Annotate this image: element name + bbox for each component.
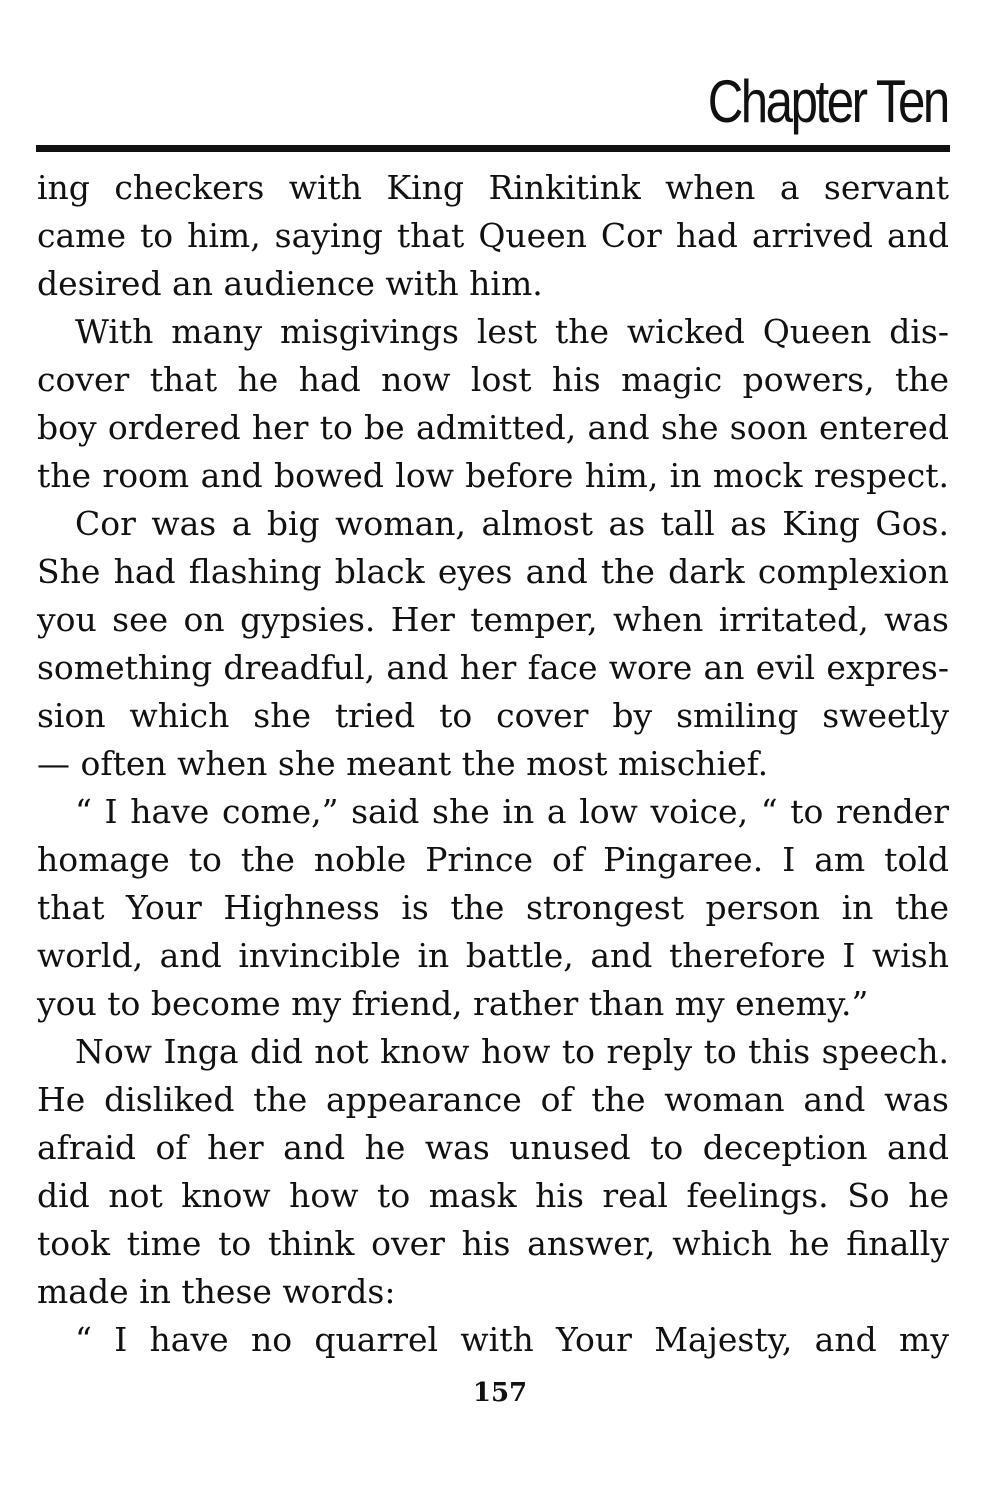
text-line: cover that he had now lost his magic powers, the [37,360,949,399]
header-rule [36,145,950,152]
text-line: desired an audience with him. [37,264,543,303]
text-line: took time to think over his answer, which he finally [37,1224,949,1263]
body-text [37,164,949,1364]
text-line: afraid of her and he was unused to deception and [37,1128,949,1167]
text-line: something dreadful, and her face wore an evil expres- [37,648,949,687]
text-line: made in these words: [37,1272,396,1311]
text-line: ing checkers with King Rinkitink when a servant [37,168,949,207]
text-line: homage to the noble Prince of Pingaree. I am told [37,840,949,879]
text-line: Now Inga did not know how to reply to this speech. [75,1032,949,1071]
text-line: that Your Highness is the strongest person in the [37,888,949,927]
page-number: 157 [472,1378,528,1408]
text-line: He disliked the appearance of the woman and was [37,1080,949,1119]
text-line: She had flashing black eyes and the dark complexion [37,552,949,591]
text-line: — often when she meant the most mischief. [37,744,769,783]
text-line: did not know how to mask his real feelings. So he [37,1176,949,1215]
text-line: the room and bowed low before him, in mock respect. [37,456,949,495]
text-line: sion which she tried to cover by smiling sweetly [37,696,949,735]
text-line: you see on gypsies. Her temper, when irritated, was [37,600,949,639]
text-line: “ I have come,” said she in a low voice, “ to render [75,792,949,831]
text-line: boy ordered her to be admitted, and she soon entered [37,408,949,447]
text-line: Cor was a big woman, almost as tall as King Gos. [75,504,949,543]
text-line: “ I have no quarrel with Your Majesty, and my [75,1320,949,1359]
chapter-title: Chapter Ten [707,68,948,135]
text-line: With many misgivings lest the wicked Queen dis- [75,312,949,351]
text-line: came to him, saying that Queen Cor had arrived and [37,216,949,255]
text-line: world, and invincible in battle, and therefore I wish [37,936,949,975]
text-line: you to become my friend, rather than my enemy.” [37,984,869,1023]
